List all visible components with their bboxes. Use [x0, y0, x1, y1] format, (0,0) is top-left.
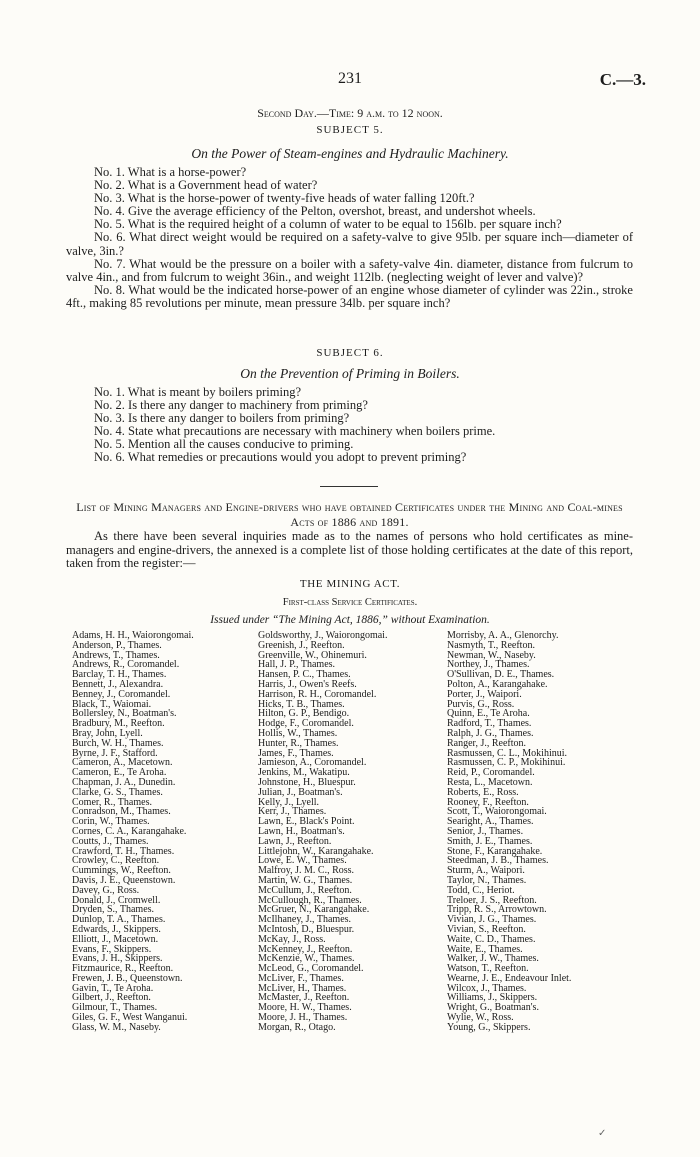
name-entry: Malfroy, J. M. C., Ross.: [258, 865, 355, 877]
name-entry: Young, G., Skippers.: [447, 1021, 531, 1033]
names-column-3: [447, 631, 571, 1033]
name-entry: Gilmour, T., Thames.: [72, 1002, 158, 1014]
name-entry: Moore, H. W., Thames.: [258, 1002, 352, 1014]
name-entry: Bradbury, M., Reefton.: [72, 718, 165, 730]
name-entry: Wright, G., Boatman's.: [447, 1002, 539, 1014]
name-entry: Cameron, E., Te Aroha.: [72, 767, 167, 779]
name-entry: Scott, T., Waiorongomai.: [447, 806, 547, 818]
name-entry: Corin, W., Thames.: [72, 816, 150, 828]
name-entry: Cummings, W., Reefton.: [72, 865, 171, 877]
name-entry: Conradson, M., Thames.: [72, 806, 171, 818]
question-item: No. 8. What would be the indicated horse-power of an engine whose diameter of cylinder was 22in., stroke 4ft., making 85 revolutions per minute, mean pressure 34lb. per square inch?: [66, 282, 633, 310]
name-entry: Polton, A., Karangahake.: [447, 678, 548, 690]
section-divider: [320, 486, 378, 487]
series-code: C.—3.: [599, 70, 646, 89]
question-item: No. 4. State what precautions are necessary with machinery when boilers prime.: [94, 424, 496, 439]
name-entry: Martin, W. G., Thames.: [258, 874, 353, 886]
name-entry: Dunlop, T. A., Thames.: [72, 914, 166, 926]
name-entry: Northey, J., Thames.: [447, 659, 530, 671]
name-entry: Hicks, T. B., Thames.: [258, 698, 345, 710]
name-entry: Rasmussen, C. P., Mokihinui.: [447, 757, 566, 769]
subject-5-questions: [66, 166, 633, 310]
name-entry: Giles, G. F., West Wanganui.: [72, 1012, 188, 1024]
name-entry: Goldsworthy, J., Waiorongomai.: [258, 630, 388, 641]
question-item: No. 2. What is a Government head of water?: [94, 178, 318, 193]
name-entry: Littlejohn, W., Karangahake.: [258, 845, 374, 857]
subject-5-title: On the Power of Steam-engines and Hydraulic Machinery.: [191, 146, 509, 161]
name-entry: Greenville, W., Ohinemuri.: [258, 649, 367, 661]
name-entry: Waite, C. D., Thames.: [447, 933, 536, 945]
name-entry: Gavin, T., Te Aroha.: [72, 982, 154, 994]
name-entry: Andrews, R., Coromandel.: [72, 659, 180, 671]
name-entry: Newman, W., Naseby.: [447, 649, 536, 661]
name-entry: Clarke, G. S., Thames.: [72, 786, 163, 798]
name-entry: Hall, J. P., Thames.: [258, 659, 336, 671]
name-entry: Roberts, E., Ross.: [447, 786, 519, 798]
name-entry: Anderson, P., Thames.: [72, 639, 162, 651]
name-entry: McMaster, J., Reefton.: [258, 992, 350, 1004]
name-entry: Rasmussen, C. L., Mokihinui.: [447, 747, 568, 759]
names-column-2: [258, 631, 387, 1033]
list-title: List of Mining Managers and Engine-drivers who have obtained Certificates under the Mining and Coal-mines Acts of 1886 and 1891.: [76, 500, 623, 529]
name-entry: Barclay, T. H., Thames.: [72, 669, 167, 681]
name-entry: Fitzmaurice, R., Reefton.: [72, 963, 174, 975]
subject-6-label: SUBJECT 6.: [316, 347, 384, 359]
name-entry: Walker, J. W., Thames.: [447, 953, 539, 965]
name-entry: Kelly, J., Lyell.: [258, 796, 320, 808]
name-entry: Rooney, F., Reefton.: [447, 796, 529, 808]
question-item: No. 5. What is the required height of a column of water to be equal to 156lb. per square inch?: [94, 217, 562, 232]
names-column-1: [72, 631, 194, 1033]
question-item: No. 1. What is meant by boilers priming?: [94, 385, 302, 399]
name-entry: Ranger, J., Reefton.: [447, 737, 527, 749]
question-item: No. 6. What direct weight would be required on a safety-valve to give 95lb. per square inch—diameter of valve, 3in.?: [66, 230, 633, 258]
name-entry: Chapman, J. A., Dunedin.: [72, 776, 176, 788]
name-entry: McKay, J., Ross.: [258, 933, 326, 945]
name-entry: McGruer, N., Karangahake.: [258, 904, 370, 916]
name-entry: Lowe, E. W., Thames.: [258, 855, 347, 867]
question-item: No. 2. Is there any danger to machinery from priming?: [94, 398, 368, 413]
name-entry: Wearne, J. E., Endeavour Inlet.: [447, 972, 572, 984]
name-entry: Quinn, E., Te Aroha.: [447, 708, 530, 720]
name-entry: McIlhaney, J., Thames.: [258, 914, 352, 926]
name-entry: Crowley, C., Reefton.: [72, 855, 160, 867]
name-entry: Nasmyth, T., Reefton.: [447, 639, 535, 651]
name-entry: Adams, H. H., Waiorongomai.: [72, 630, 194, 641]
certificate-class: First-class Service Certificates.: [282, 597, 418, 608]
name-entry: Bennett, J., Alexandra.: [72, 678, 164, 690]
name-entry: Purvis, G., Ross.: [447, 698, 515, 710]
name-entry: Moore, J. H., Thames.: [258, 1012, 348, 1024]
name-entry: Reid, P., Coromandel.: [447, 767, 535, 779]
name-entry: Wilcox, J., Thames.: [447, 982, 527, 994]
name-entry: Gilbert, J., Reefton.: [72, 992, 151, 1004]
name-entry: Cornes, C. A., Karangahake.: [72, 825, 187, 837]
name-entry: Black, T., Waiomai.: [72, 698, 152, 710]
name-entry: Jenkins, M., Wakatipu.: [258, 767, 350, 779]
name-entry: Edwards, J., Skippers.: [72, 923, 161, 935]
name-entry: Stone, F., Karangahake.: [447, 845, 543, 857]
name-entry: Waite, E., Thames.: [447, 943, 523, 955]
name-entry: Comer, R., Thames.: [72, 796, 152, 808]
name-entry: Senior, J., Thames.: [447, 825, 524, 837]
name-entry: Greenish, J., Reefton.: [258, 639, 345, 651]
name-entry: McCullough, R., Thames.: [258, 894, 362, 906]
name-entry: Andrews, T., Thames.: [72, 649, 160, 661]
question-item: No. 1. What is a horse-power?: [94, 165, 247, 179]
name-entry: McKenzie, W., Thames.: [258, 953, 355, 965]
name-entry: Porter, J., Waipori.: [447, 688, 522, 700]
name-entry: Evans, F., Skippers.: [72, 943, 152, 955]
name-entry: McKenney, J., Reefton.: [258, 943, 353, 955]
intro-paragraph: As there have been several inquiries made as to the names of persons who hold certificates as mine-managers and engine-drivers, the annexed is a complete list of those holding certificates at the date of this report, taken from the register:—: [66, 529, 633, 571]
name-entry: Hunter, R., Thames.: [258, 737, 339, 749]
name-entry: Taylor, N., Thames.: [447, 874, 527, 886]
name-entry: Hilton, G. P., Bendigo.: [258, 708, 350, 720]
name-entry: Ralph, J. G., Thames.: [447, 727, 534, 739]
name-entry: Julian, J., Boatman's.: [258, 786, 343, 798]
name-entry: Davis, J. E., Queenstown.: [72, 874, 176, 886]
name-entry: Smith, J. E., Thames.: [447, 835, 533, 847]
name-entry: Benney, J., Coromandel.: [72, 688, 171, 700]
name-entry: Elliott, J., Macetown.: [72, 933, 159, 945]
name-entry: Burch, W. H., Thames.: [72, 737, 164, 749]
name-entry: Byrne, J. F., Stafford.: [72, 747, 158, 759]
name-entry: Watson, T., Reefton.: [447, 963, 529, 975]
name-entry: Hansen, P. C., Thames.: [258, 669, 351, 681]
subject-6-title: On the Prevention of Priming in Boilers.: [240, 366, 460, 381]
name-entry: Lawn, H., Boatman's.: [258, 825, 345, 837]
subject-6-questions: [66, 386, 633, 465]
name-entry: Williams, J., Skippers.: [447, 992, 538, 1004]
page-number: 231: [338, 70, 362, 87]
name-entry: Sturm, A., Waipori.: [447, 865, 525, 877]
name-entry: Treloer, J. S., Reefton.: [447, 894, 537, 906]
name-entry: Kerr, J., Thames.: [258, 806, 327, 818]
question-item: No. 7. What would be the pressure on a boiler with a safety-valve 4in. diameter, distance from fulcrum to valve 4in., and from fulcrum to weight 36in., and weight 112lb. (neglecting weight of lever and valve)?: [66, 256, 633, 284]
name-entry: McLeod, G., Coromandel.: [258, 963, 364, 975]
name-entry: Morrisby, A. A., Glenorchy.: [447, 630, 559, 641]
name-entry: Coutts, J., Thames.: [72, 835, 149, 847]
name-entry: Morgan, R., Otago.: [258, 1021, 336, 1033]
name-entry: Steedman, J. B., Thames.: [447, 855, 549, 867]
name-entry: O'Sullivan, D. E., Thames.: [447, 669, 555, 681]
name-entry: McCullum, J., Reefton.: [258, 884, 352, 896]
exam-heading: Second Day.—Time: 9 a.m. to 12 noon.: [257, 106, 443, 120]
name-entry: Crawford, T. H., Thames.: [72, 845, 175, 857]
name-entry: Evans, J. H., Skippers.: [72, 953, 163, 965]
name-entry: Tripp, R. S., Arrowtown.: [447, 904, 547, 916]
name-entry: Jamieson, A., Coromandel.: [258, 757, 367, 769]
name-entry: Lawn, J., Reefton.: [258, 835, 332, 847]
act-title: THE MINING ACT.: [299, 578, 401, 590]
name-entry: Bray, John, Lyell.: [72, 727, 143, 739]
question-item: No. 5. Mention all the causes conducive to priming.: [94, 437, 354, 452]
question-item: No. 3. What is the horse-power of twenty-five heads of water falling 120ft.?: [94, 191, 475, 206]
name-entry: Lawn, E., Black's Point.: [258, 816, 355, 828]
name-entry: Resta, L., Macetown.: [447, 776, 533, 788]
name-entry: Dryden, S., Thames.: [72, 904, 155, 916]
name-entry: Bollersley, N., Boatman's.: [72, 708, 177, 720]
scan-mark: ✓: [598, 1128, 607, 1139]
name-entry: Frewen, J. B., Queenstown.: [72, 972, 183, 984]
name-entry: Hollis, W., Thames.: [258, 727, 338, 739]
name-entry: Todd, C., Heriot.: [447, 884, 515, 896]
question-item: No. 3. Is there any danger to boilers from priming?: [94, 411, 350, 426]
name-entry: Hodge, F., Coromandel.: [258, 718, 354, 730]
name-entry: Glass, W. M., Naseby.: [72, 1021, 161, 1033]
name-entry: Vivian, S., Reefton.: [447, 923, 526, 935]
question-item: No. 4. Give the average efficiency of the Pelton, overshot, breast, and undershot wheels.: [94, 204, 536, 219]
name-entry: Searight, A., Thames.: [447, 816, 534, 828]
name-entry: McLiver, H., Thames.: [258, 982, 347, 994]
name-entry: Cameron, A., Macetown.: [72, 757, 173, 769]
name-entry: Vivian, J. G., Thames.: [447, 914, 537, 926]
issued-note: Issued under “The Mining Act, 1886,” without Examination.: [210, 614, 490, 626]
name-entry: Donald, J., Cromwell.: [72, 894, 161, 906]
name-entry: Harris, J., Owen's Reefs.: [258, 678, 357, 690]
name-entry: McIntosh, D., Bluespur.: [258, 923, 355, 935]
name-entry: Radford, T., Thames.: [447, 718, 532, 730]
subject-5-label: SUBJECT 5.: [316, 124, 384, 136]
name-entry: McLiver, F., Thames.: [258, 972, 344, 984]
name-entry: Harrison, R. H., Coromandel.: [258, 688, 377, 700]
name-entry: Davey, G., Ross.: [72, 884, 140, 896]
question-item: No. 6. What remedies or precautions would you adopt to prevent priming?: [94, 450, 467, 465]
name-entry: Wylie, W., Ross.: [447, 1012, 514, 1024]
name-entry: James, F., Thames.: [258, 747, 334, 759]
name-entry: Johnstone, H., Bluespur.: [258, 776, 356, 788]
